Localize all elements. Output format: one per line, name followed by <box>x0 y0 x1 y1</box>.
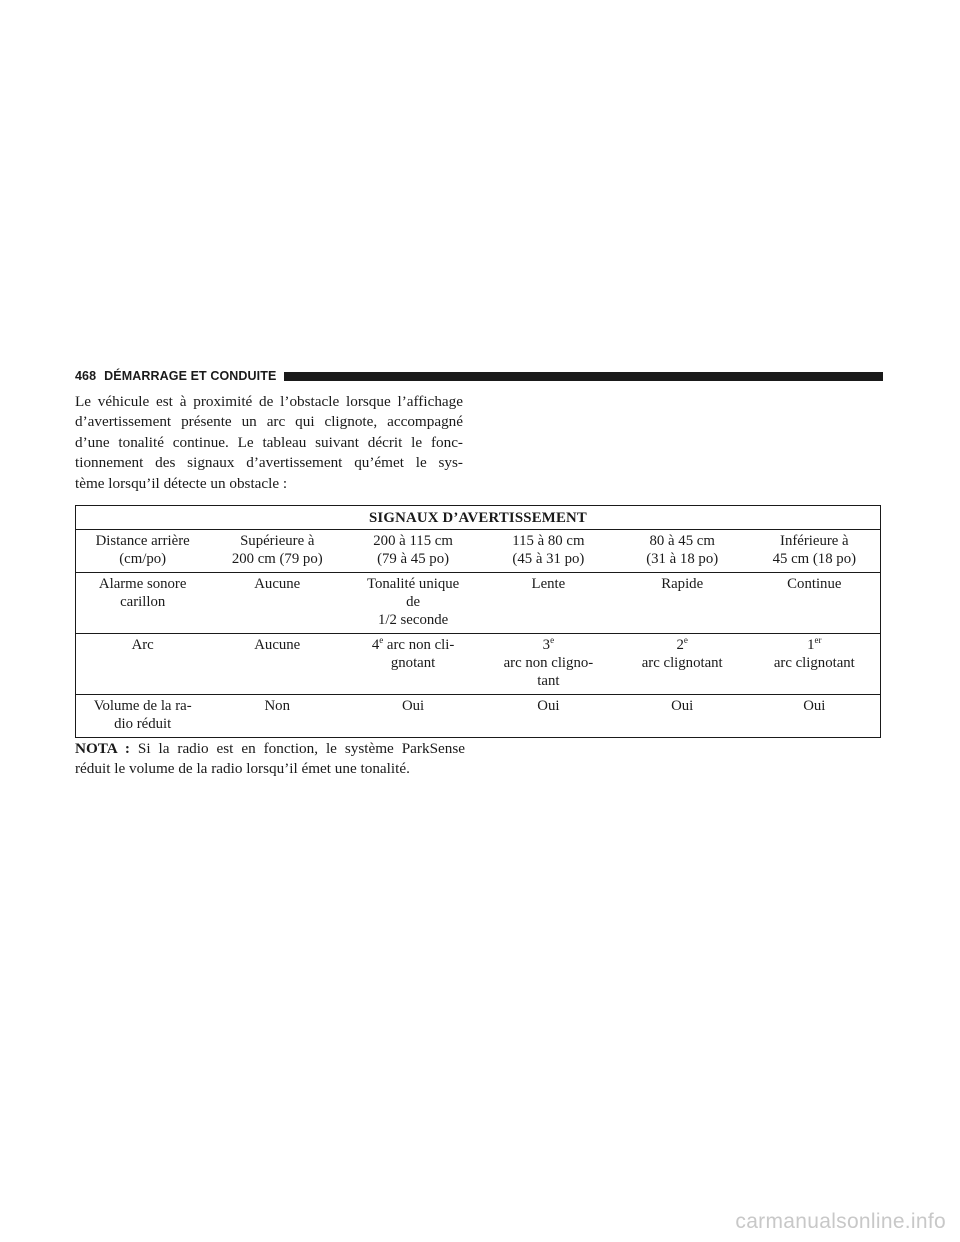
table-row <box>76 530 881 573</box>
row-label-distance: Distance arrière (cm/po) <box>76 530 210 573</box>
row-label-alarm: Alarme sonore carillon <box>76 573 210 634</box>
table-cell: Oui <box>749 695 881 738</box>
table-cell: Non <box>209 695 345 738</box>
table-cell: Aucune <box>209 573 345 634</box>
table-cell: Rapide <box>616 573 749 634</box>
table-cell: Tonalité unique de 1/2 seconde <box>345 573 481 634</box>
table-cell: Aucune <box>209 634 345 695</box>
intro-line: Le véhicule est à proximité de l’obstacle lorsque l’affichage <box>75 393 463 410</box>
intro-line: d’avertissement présente un arc qui clignote, accompagné <box>75 413 463 431</box>
note-text: réduit le volume de la radio lorsqu’il émet une tonalité. <box>75 760 410 778</box>
table-title: SIGNAUX D’AVERTISSEMENT <box>76 506 881 530</box>
section-title: DÉMARRAGE ET CONDUITE <box>104 369 277 383</box>
intro-line: tème lorsqu’il détecte un obstacle : <box>75 474 288 492</box>
table-cell: Oui <box>616 695 749 738</box>
table-row <box>76 695 881 738</box>
table-cell: Supérieure à 200 cm (79 po) <box>209 530 345 573</box>
intro-line: tionnement des signaux d’avertissement qu’émet le sys- <box>75 454 463 472</box>
table-cell: 200 à 115 cm (79 à 45 po) <box>345 530 481 573</box>
table-cell: 2e arc clignotant <box>616 634 749 695</box>
note-text: Si la radio est en fonction, le système ParkSense <box>137 740 466 757</box>
intro-paragraph <box>75 392 463 494</box>
row-label-volume: Volume de la ra- dio réduit <box>76 695 210 738</box>
table-cell: 80 à 45 cm (31 à 18 po) <box>616 530 749 573</box>
watermark: carmanualsonline.info <box>735 1210 946 1233</box>
table-cell: Inférieure à 45 cm (18 po) <box>749 530 881 573</box>
warning-signals-table <box>75 505 881 738</box>
table-cell: Lente <box>481 573 616 634</box>
page-number: 468 <box>75 369 97 383</box>
table-row <box>76 573 881 634</box>
row-label-arc: Arc <box>76 634 210 695</box>
table-cell: 115 à 80 cm (45 à 31 po) <box>481 530 616 573</box>
table-cell: 1er arc clignotant <box>749 634 881 695</box>
table-cell: 4e arc non cli- gnotant <box>345 634 481 695</box>
table-row <box>76 634 881 695</box>
header-rule <box>284 372 883 381</box>
intro-line: d’une tonalité continue. Le tableau suivant décrit le fonc- <box>75 433 463 451</box>
table-cell: Oui <box>345 695 481 738</box>
note-paragraph <box>75 739 465 780</box>
table-cell: Continue <box>749 573 881 634</box>
table-cell: Oui <box>481 695 616 738</box>
note-label: NOTA : <box>75 740 130 757</box>
page-header <box>75 367 883 385</box>
table-cell: 3e arc non cligno- tant <box>481 634 616 695</box>
